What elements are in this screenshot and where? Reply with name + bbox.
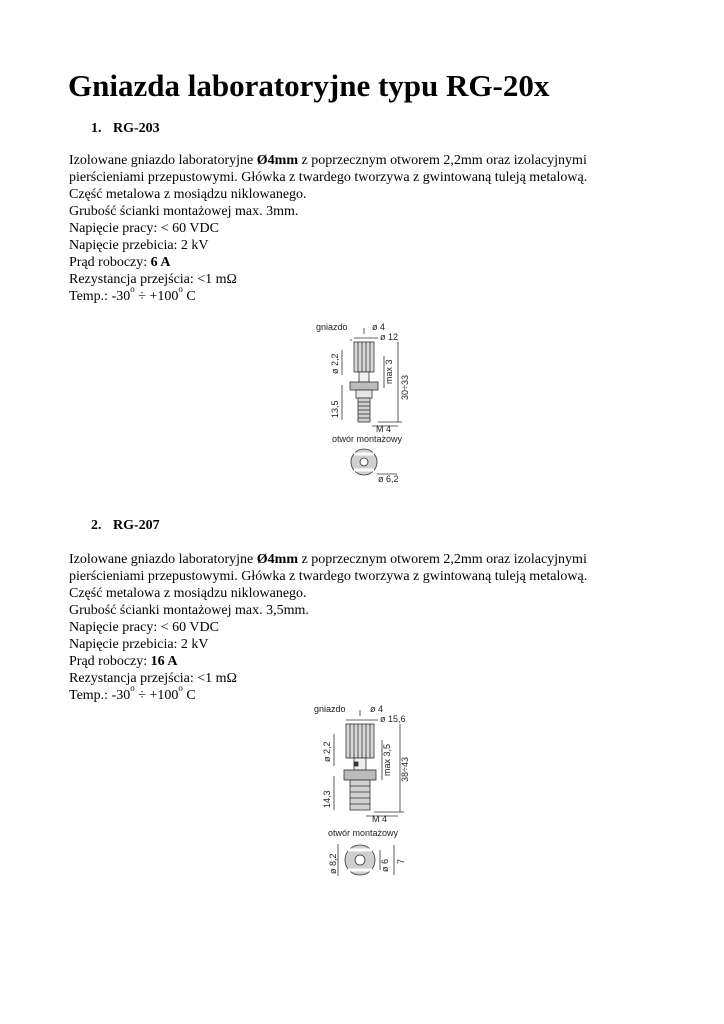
label-max35: max 3,5 — [382, 743, 392, 776]
description-line-1 — [69, 152, 669, 169]
current-label: Prąd roboczy: — [69, 654, 151, 669]
rg-207-technical-drawing — [308, 700, 428, 900]
desc-text: z poprzecznym otworem 2,2mm oraz izolacyjnymi — [297, 153, 587, 168]
label-d4: ø 4 — [370, 704, 384, 714]
temp-text: C — [182, 289, 196, 304]
document-title: Gniazda laboratoryjne typu RG-20x — [68, 68, 550, 103]
working-current — [69, 254, 669, 271]
section-description-rg-207 — [69, 551, 669, 707]
label-d12: ø 12 — [380, 332, 399, 342]
desc-text: z poprzecznym otworem 2,2mm oraz izolacyjnymi — [297, 552, 587, 567]
diameter-value: Ø4mm — [256, 552, 298, 567]
label-gniazdo: gniazdo — [314, 704, 346, 714]
degree-sup: o — [178, 284, 183, 295]
current-label: Prąd roboczy: — [69, 255, 151, 270]
temperature-range — [69, 284, 669, 308]
description-line-3: Część metalowa z mosiądzu niklowanego. — [69, 187, 307, 202]
label-width7: 7 — [396, 858, 406, 864]
contact-resistance: Rezystancja przejścia: <1 mΩ — [69, 671, 237, 686]
working-current — [69, 653, 669, 670]
label-d62: ø 6,2 — [378, 474, 399, 484]
description-line-3: Część metalowa z mosiądzu niklowanego. — [69, 586, 307, 601]
degree-sup: o — [130, 683, 135, 694]
label-d6: ø 6 — [380, 858, 390, 872]
breakdown-voltage: Napięcie przebicia: 2 kV — [69, 637, 209, 652]
temp-text: Temp.: -30 — [69, 688, 131, 703]
label-d4: ø 4 — [372, 322, 386, 332]
current-value: 6 A — [150, 255, 171, 270]
label-otwor: otwór montażowy — [328, 828, 399, 838]
current-value: 16 A — [150, 654, 178, 669]
degree-sup: o — [178, 683, 183, 694]
section-title: RG-203 — [113, 121, 160, 136]
section-heading-rg-203 — [91, 120, 160, 138]
diameter-value: Ø4mm — [256, 153, 298, 168]
breakdown-voltage: Napięcie przebicia: 2 kV — [69, 238, 209, 253]
description-line-2: pierścieniami przepustowymi. Główka z twardego tworzywa z gwintowaną tuleją metalową. — [69, 569, 588, 584]
contact-resistance: Rezystancja przejścia: <1 mΩ — [69, 272, 237, 287]
section-heading-rg-207 — [91, 517, 160, 535]
desc-text: Izolowane gniazdo laboratoryjne — [69, 552, 257, 567]
working-voltage: Napięcie pracy: < 60 VDC — [69, 221, 219, 236]
label-d82: ø 8,2 — [328, 853, 338, 874]
label-length: 38÷43 — [400, 757, 410, 782]
temp-text: Temp.: -30 — [69, 289, 131, 304]
socket-head-shape — [354, 342, 374, 372]
section-number: 1. — [91, 121, 102, 136]
label-m4: M 4 — [372, 814, 388, 824]
wall-thickness: Grubość ścianki montażowej max. 3,5mm. — [69, 603, 309, 618]
label-otwor: otwór montażowy — [332, 434, 403, 444]
desc-text: Izolowane gniazdo laboratoryjne — [69, 153, 257, 168]
section-number: 2. — [91, 518, 102, 533]
rg-203-technical-drawing — [312, 320, 422, 490]
label-height: 14,3 — [322, 790, 332, 808]
label-height: 13,5 — [330, 400, 340, 418]
temp-text: ÷ +100 — [134, 688, 179, 703]
temp-text: ÷ +100 — [134, 289, 179, 304]
label-gniazdo: gniazdo — [316, 322, 348, 332]
degree-sup: o — [130, 284, 135, 295]
description-line-1 — [69, 551, 669, 568]
section-description-rg-203 — [69, 152, 669, 308]
label-length: 30÷33 — [400, 375, 410, 400]
temp-text: C — [182, 688, 196, 703]
wall-thickness: Grubość ścianki montażowej max. 3mm. — [69, 204, 299, 219]
label-m4: M 4 — [376, 424, 392, 434]
section-title: RG-207 — [113, 518, 160, 533]
label-d156: ø 15,6 — [380, 714, 406, 724]
label-d22: ø 2,2 — [322, 741, 332, 762]
label-d22: ø 2,2 — [330, 353, 340, 374]
description-line-2: pierścieniami przepustowymi. Główka z twardego tworzywa z gwintowaną tuleją metalową. — [69, 170, 588, 185]
working-voltage: Napięcie pracy: < 60 VDC — [69, 620, 219, 635]
label-max3: max 3 — [384, 359, 394, 384]
